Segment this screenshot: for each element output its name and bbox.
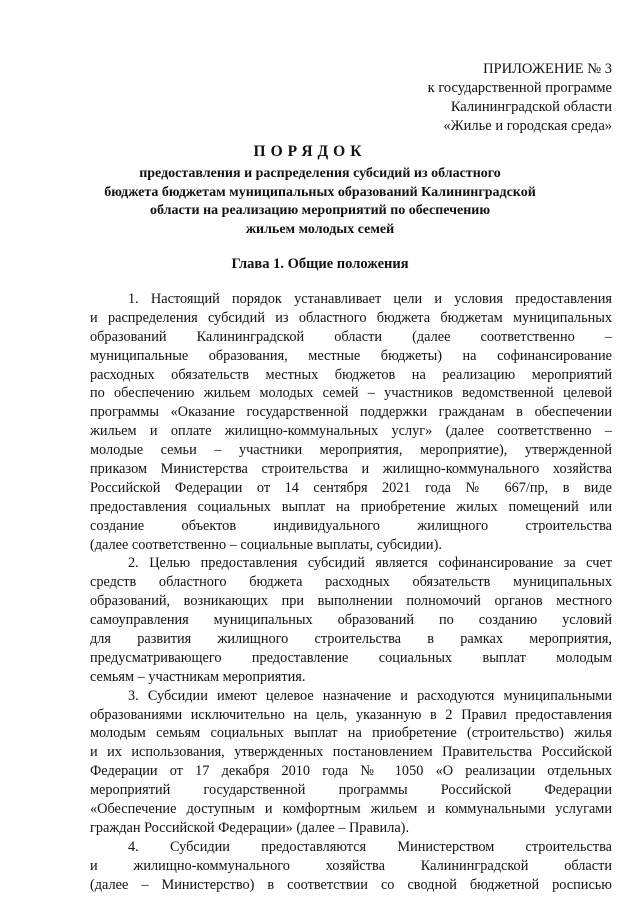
- appendix-line: к государственной программе: [427, 80, 612, 96]
- body-line: приказом Министерства строительства и жилищно-коммунального хозяйства: [90, 461, 612, 478]
- body-line: мероприятий государственной программы Российской Федерации: [90, 782, 612, 799]
- subtitle-line: жильем молодых семей: [245, 221, 395, 237]
- body-line: Федерации от 17 декабря 2010 года № 1050 «О реализации отдельных: [90, 763, 612, 780]
- body-text: [90, 290, 612, 895]
- body-line: Российской Федерации от 14 сентября 2021 года № 667/пр, в виде: [90, 479, 612, 496]
- subtitle-line: предоставления и распределения субсидий из областного: [139, 166, 501, 181]
- body-line: и распределения субсидий из областного бюджета бюджетам муниципальных: [90, 309, 612, 326]
- body-line: молодым семьям социальных выплат на приобретение (строительство) жилья: [90, 725, 612, 742]
- body-line: «Обеспечение доступным и комфортным жильем и коммунальными услугами: [90, 801, 612, 818]
- body-line: и их использования, утвержденных постановлением Правительства Российской: [90, 744, 612, 761]
- body-line: жильем и оплате жилищно-коммунальных услуг» (далее соответственно –: [90, 423, 612, 440]
- body-line: по обеспечению жильем молодых семей – участников ведомственной целевой: [90, 385, 612, 402]
- body-line: самоуправления муниципальных образований по созданию условий: [90, 612, 612, 629]
- appendix-line: Калининградской области: [450, 99, 612, 115]
- body-line: 4. Субсидии предоставляются Министерством строительства: [128, 838, 612, 855]
- body-line: программы «Оказание государственной поддержки гражданам в обеспечении: [90, 404, 612, 421]
- body-line: молодые семьи – участники мероприятия, мероприятие), утвержденной: [90, 442, 612, 459]
- subtitle-line: бюджета бюджетам муниципальных образований Калининградской: [104, 184, 536, 200]
- body-line: предоставления социальных выплат на приобретение жилых помещений или: [90, 498, 612, 515]
- appendix-block: [400, 60, 612, 136]
- body-line: образованиями исключительно на цель, указанную в 2 Правил предоставления: [90, 706, 612, 723]
- body-line: создание объектов индивидуального жилищного строительства: [90, 517, 612, 534]
- body-line: 2. Целью предоставления субсидий является софинансирование за счет: [128, 555, 612, 572]
- document-title: ПОРЯДОК: [253, 143, 367, 160]
- document-subtitle: [95, 165, 545, 239]
- subtitle-line: области на реализацию мероприятий по обеспечению: [149, 203, 491, 218]
- chapter-heading: Глава 1. Общие положения: [231, 256, 409, 272]
- body-line: образований, возникающих при выполнении полномочий органов местного: [90, 593, 612, 610]
- body-line: 1. Настоящий порядок устанавливает цели и условия предоставления: [128, 291, 612, 307]
- body-line: расходных обязательств местных бюджетов на реализацию мероприятий: [90, 366, 612, 383]
- body-line: (далее соответственно – социальные выплаты, субсидии).: [90, 536, 442, 553]
- body-line: средств областного бюджета расходных обязательств муниципальных: [90, 574, 612, 591]
- body-line: (далее – Министерство) в соответствии со сводной бюджетной росписью: [90, 876, 612, 893]
- body-line: муниципальные образования, местные бюджеты) на софинансирование: [90, 347, 612, 364]
- body-line: и жилищно-коммунального хозяйства Калининградской области: [90, 857, 612, 874]
- body-line: образований Калининградской области (далее соответственно –: [90, 328, 612, 345]
- body-line: для развития жилищного строительства в рамках мероприятия,: [90, 631, 612, 648]
- body-line: предусматривающего предоставление социальных выплат молодым: [90, 649, 612, 666]
- body-line: 3. Субсидии имеют целевое назначение и расходуются муниципальными: [128, 687, 612, 704]
- body-line: семьям – участникам мероприятия.: [90, 668, 306, 685]
- appendix-line: «Жилье и городская среда»: [443, 118, 612, 134]
- body-line: граждан Российской Федерации» (далее – Правила).: [90, 819, 410, 836]
- appendix-line: ПРИЛОЖЕНИЕ № 3: [483, 61, 612, 77]
